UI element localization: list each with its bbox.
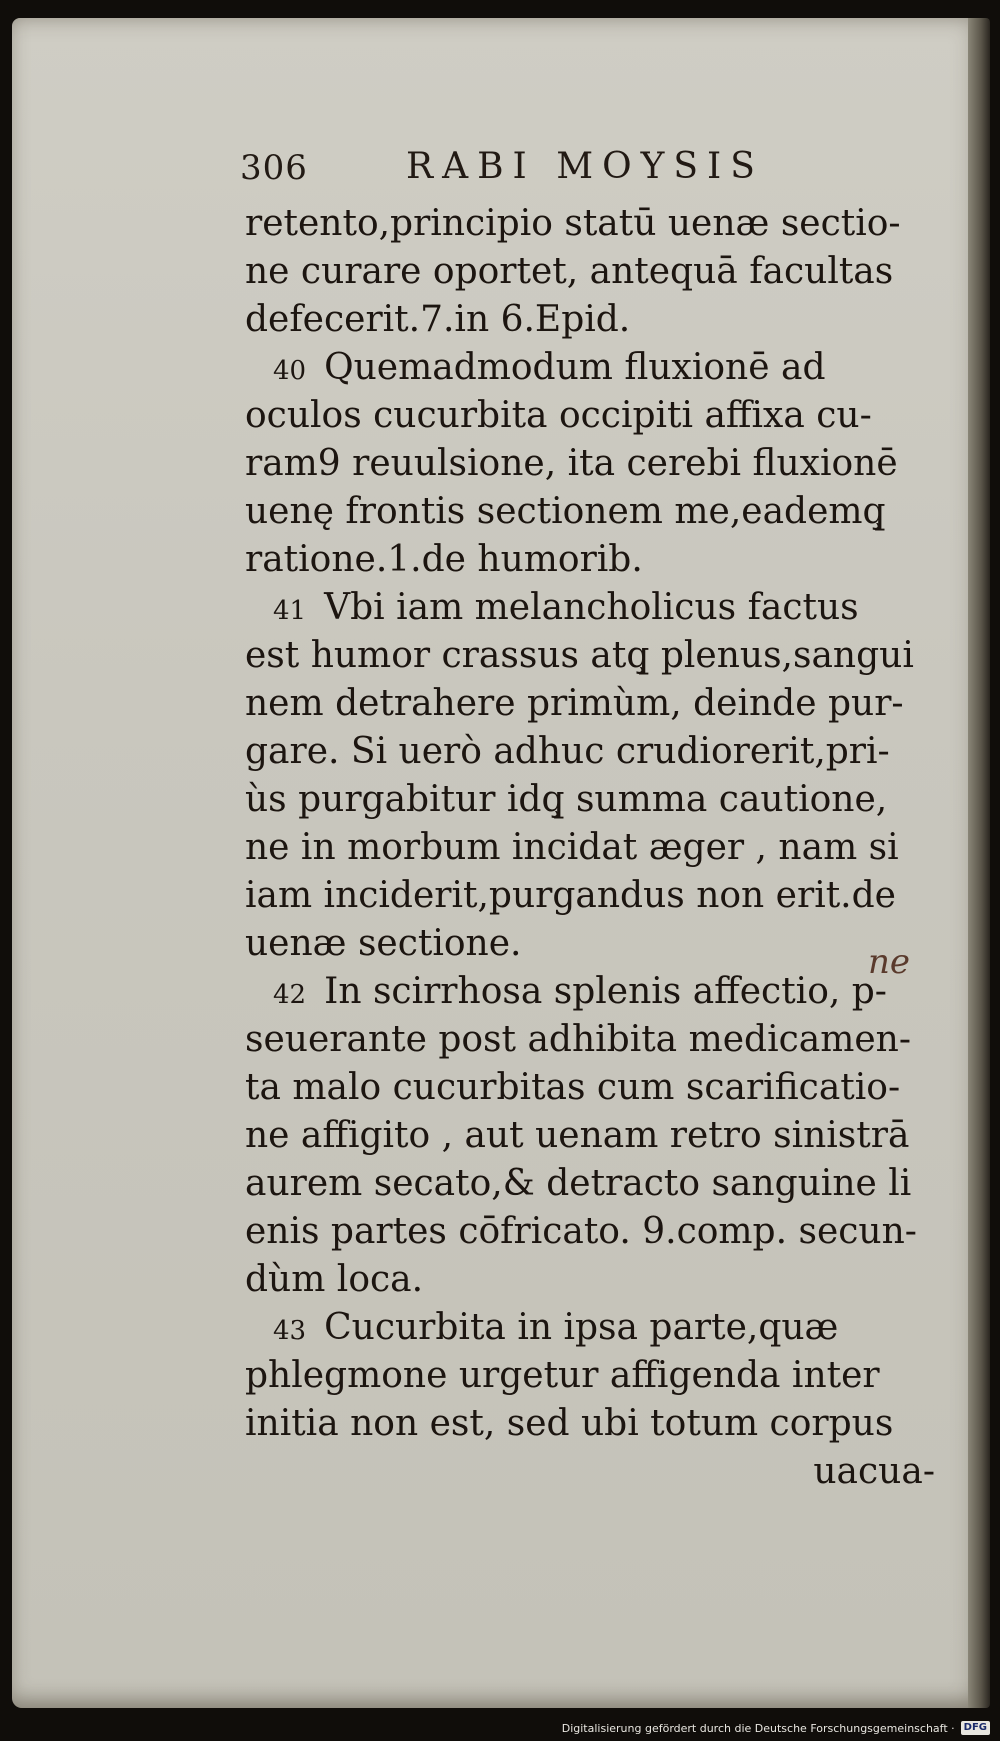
- text-block: [245, 200, 945, 1496]
- page-number: 306: [240, 148, 308, 188]
- text-line: enis partes cōfricato. 9.comp. secun-: [245, 1211, 917, 1252]
- text-line: nem detrahere primùm, deinde pur-: [245, 683, 904, 724]
- paragraph-start: [245, 968, 945, 1016]
- running-head: RABI MOYSIS: [406, 146, 764, 187]
- handwritten-annotation: ne: [868, 942, 911, 982]
- text-line: ne curare oportet, antequā facultas: [245, 251, 894, 292]
- text-line: dùm loca.: [245, 1259, 424, 1300]
- paragraph-start: [245, 344, 945, 392]
- text-line: aurem secato,& detracto sanguine li: [245, 1163, 912, 1204]
- text-line: ne affigito , aut uenam retro sinistrā: [245, 1115, 910, 1156]
- text-line: defecerit.7.in 6.Epid.: [245, 299, 631, 340]
- text-line: phlegmone urgetur affigenda inter: [245, 1355, 880, 1396]
- dfg-logo-icon: DFG: [961, 1721, 990, 1735]
- text-line: Quemadmodum fluxionē ad: [324, 347, 826, 388]
- paragraph-start: [245, 584, 945, 632]
- text-line: uenæ sectione.: [245, 923, 522, 964]
- text-line: ta malo cucurbitas cum scarificatio-: [245, 1067, 901, 1108]
- text-line: ratione.1.de humorib.: [245, 539, 643, 580]
- text-line: initia non est, sed ubi totum corpus: [245, 1403, 894, 1444]
- text-line: ram9 reuulsione, ita cerebi fluxionē: [245, 443, 898, 484]
- paragraph-number: 43: [273, 1316, 307, 1346]
- text-line: In scirrhosa splenis affectio, p-: [324, 971, 887, 1012]
- text-line: seuerante post adhibita medicamen-: [245, 1019, 911, 1060]
- text-line: Vbi iam melancholicus factus: [324, 587, 859, 628]
- page-header: [240, 142, 780, 192]
- paragraph-start: [245, 1304, 945, 1352]
- paragraph-number: 42: [273, 980, 307, 1010]
- text-line: oculos cucurbita occipiti affixa cu-: [245, 395, 872, 436]
- text-line: ne in morbum incidat æger , nam si: [245, 827, 899, 868]
- page-edge: [968, 18, 990, 1708]
- text-line: gare. Si uerò adhuc crudiorerit,pri-: [245, 731, 890, 772]
- text-line: Cucurbita in ipsa parte,quæ: [324, 1307, 839, 1348]
- paragraph-number: 40: [273, 356, 307, 386]
- text-line: uenę frontis sectionem me,eademq̧: [245, 491, 886, 532]
- paragraph-number: 41: [273, 596, 307, 626]
- digitization-footer: [562, 1719, 990, 1737]
- funding-credit: Digitalisierung gefördert durch die Deutsche Forschungsgemeinschaft ·: [561, 1721, 955, 1735]
- text-line: est humor crassus atq̧ plenus,sangui: [245, 635, 914, 676]
- text-line: retento,principio statū uenæ sectio-: [245, 203, 901, 244]
- catchword: uacua-: [813, 1451, 935, 1492]
- text-line: ùs purgabitur idq̧ summa cautione,: [245, 779, 888, 820]
- text-line: iam inciderit,purgandus non erit.de: [245, 875, 896, 916]
